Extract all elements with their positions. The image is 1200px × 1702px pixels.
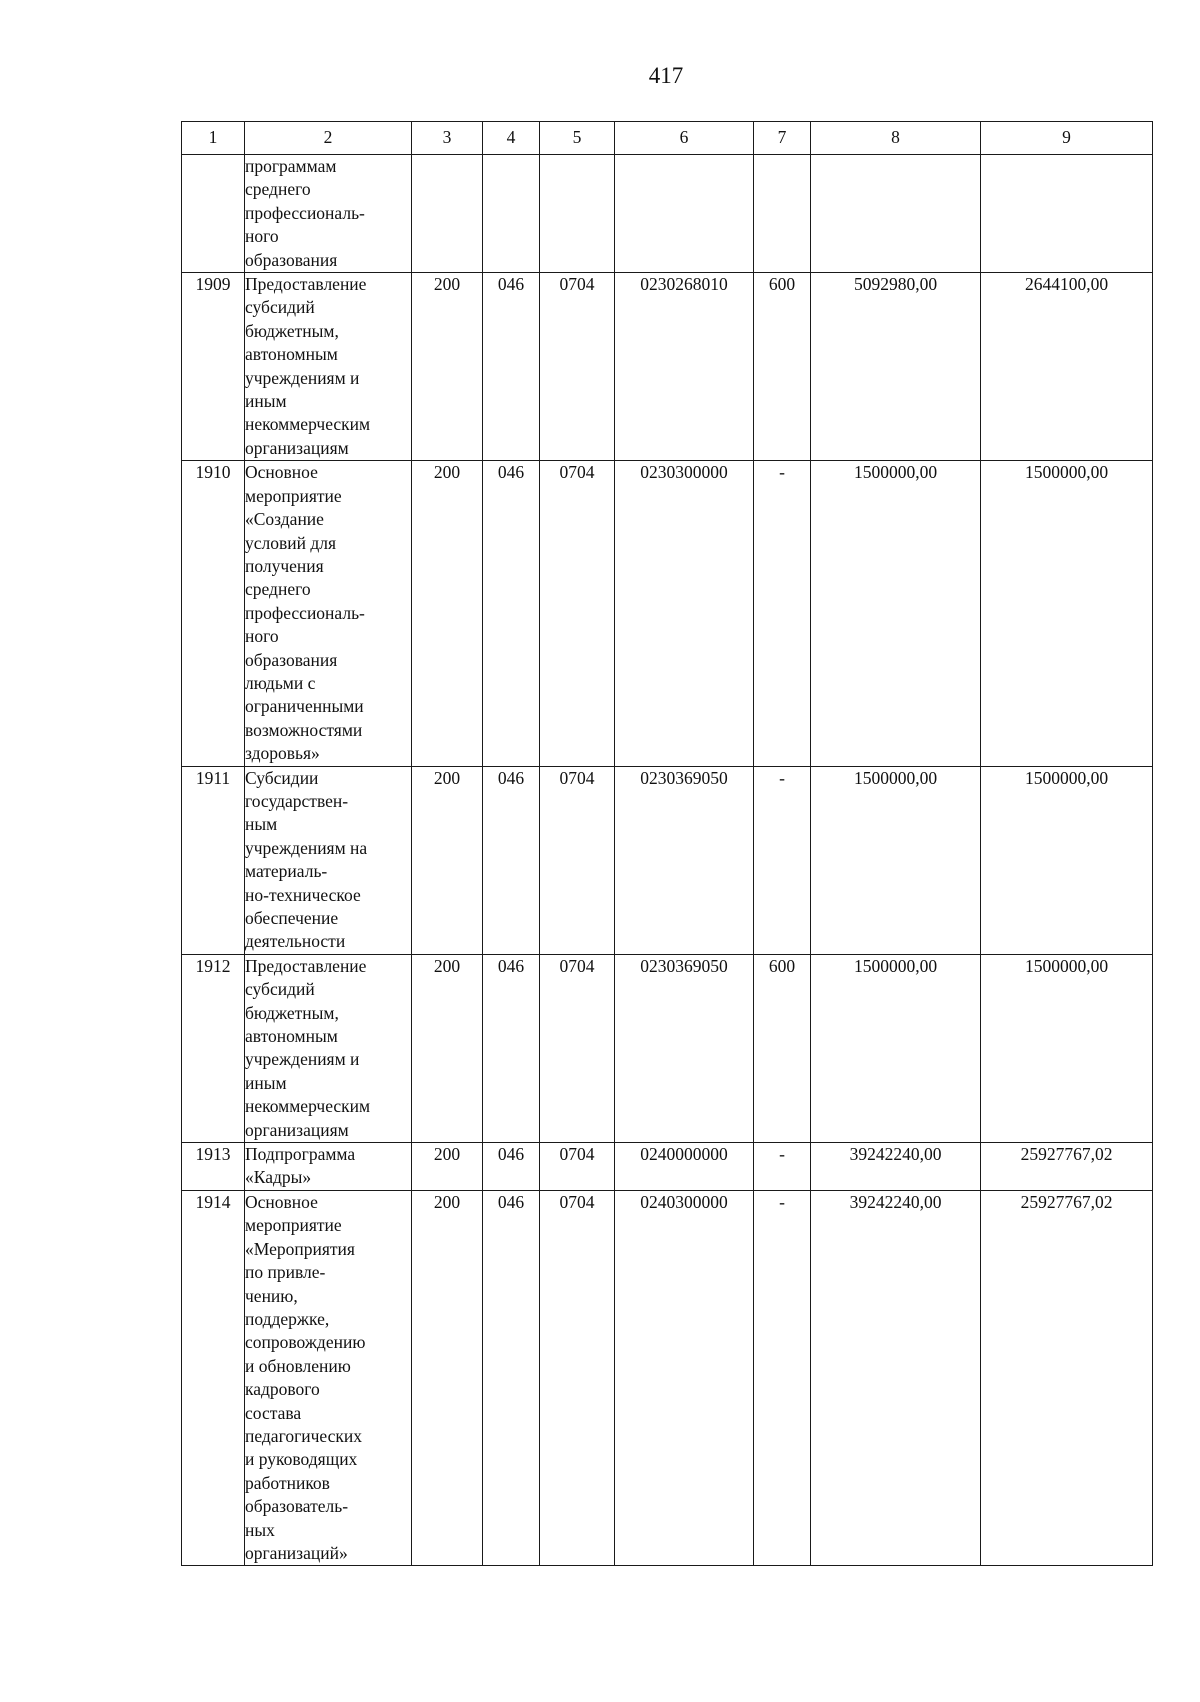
- cell-col9: 1500000,00: [981, 954, 1153, 1142]
- cell-col4: [483, 155, 540, 273]
- row-name: Подпрограмма «Кадры»: [245, 1143, 412, 1191]
- budget-table: [181, 121, 1153, 1566]
- cell-col8: 39242240,00: [811, 1143, 981, 1191]
- cell-col6: [615, 155, 754, 273]
- table-row: [182, 954, 1153, 1142]
- cell-col6: 0230300000: [615, 461, 754, 766]
- cell-col5: 0704: [540, 273, 615, 461]
- column-header: 2: [245, 122, 412, 155]
- row-name: Основное мероприятие «Мероприятия по привле- чению, поддержке, сопровождению и обновлению кадрового состава педагогических и руководящих работников образователь- ных организаций»: [245, 1190, 412, 1566]
- table-row: [182, 461, 1153, 766]
- cell-col8: [811, 155, 981, 273]
- cell-col5: 0704: [540, 766, 615, 954]
- table-row: [182, 1190, 1153, 1566]
- cell-col3: [412, 155, 483, 273]
- row-number: 1912: [182, 954, 245, 1142]
- cell-col7: 600: [754, 273, 811, 461]
- cell-col6: 0240300000: [615, 1190, 754, 1566]
- row-number: 1911: [182, 766, 245, 954]
- cell-col4: 046: [483, 766, 540, 954]
- cell-col9: 1500000,00: [981, 461, 1153, 766]
- cell-col8: 1500000,00: [811, 766, 981, 954]
- cell-col7: -: [754, 461, 811, 766]
- cell-col7: [754, 155, 811, 273]
- cell-col9: [981, 155, 1153, 273]
- cell-col3: 200: [412, 954, 483, 1142]
- cell-col7: -: [754, 766, 811, 954]
- row-name: программам среднего профессиональ- ного образования: [245, 155, 412, 273]
- row-name: Основное мероприятие «Создание условий для получения среднего профессиональ- ного образования людьми с ограниченными возможностями здоровья»: [245, 461, 412, 766]
- row-number: 1910: [182, 461, 245, 766]
- cell-col8: 5092980,00: [811, 273, 981, 461]
- column-header: 9: [981, 122, 1153, 155]
- cell-col8: 1500000,00: [811, 954, 981, 1142]
- cell-col5: 0704: [540, 1143, 615, 1191]
- row-name: Субсидии государствен- ным учреждениям на материаль- но-техническое обеспечение деятельности: [245, 766, 412, 954]
- cell-col5: 0704: [540, 461, 615, 766]
- cell-col6: 0240000000: [615, 1143, 754, 1191]
- column-header: 4: [483, 122, 540, 155]
- column-header: 6: [615, 122, 754, 155]
- column-header: 8: [811, 122, 981, 155]
- table-row: [182, 1143, 1153, 1191]
- cell-col9: 25927767,02: [981, 1190, 1153, 1566]
- table-row: [182, 155, 1153, 273]
- cell-col3: 200: [412, 461, 483, 766]
- cell-col5: 0704: [540, 1190, 615, 1566]
- column-header: 7: [754, 122, 811, 155]
- cell-col4: 046: [483, 1190, 540, 1566]
- cell-col5: [540, 155, 615, 273]
- cell-col3: 200: [412, 1143, 483, 1191]
- cell-col9: 25927767,02: [981, 1143, 1153, 1191]
- cell-col4: 046: [483, 273, 540, 461]
- row-number: [182, 155, 245, 273]
- row-number: 1909: [182, 273, 245, 461]
- table-row: [182, 766, 1153, 954]
- table-row: [182, 273, 1153, 461]
- cell-col9: 1500000,00: [981, 766, 1153, 954]
- cell-col3: 200: [412, 766, 483, 954]
- header-row: [182, 122, 1153, 155]
- cell-col4: 046: [483, 1143, 540, 1191]
- cell-col3: 200: [412, 1190, 483, 1566]
- cell-col9: 2644100,00: [981, 273, 1153, 461]
- column-header: 3: [412, 122, 483, 155]
- cell-col5: 0704: [540, 954, 615, 1142]
- cell-col4: 046: [483, 461, 540, 766]
- cell-col8: 1500000,00: [811, 461, 981, 766]
- row-number: 1913: [182, 1143, 245, 1191]
- cell-col7: -: [754, 1190, 811, 1566]
- cell-col7: 600: [754, 954, 811, 1142]
- column-header: 1: [182, 122, 245, 155]
- row-number: 1914: [182, 1190, 245, 1566]
- cell-col6: 0230268010: [615, 273, 754, 461]
- page-number: 417: [648, 63, 684, 88]
- cell-col3: 200: [412, 273, 483, 461]
- cell-col8: 39242240,00: [811, 1190, 981, 1566]
- cell-col6: 0230369050: [615, 766, 754, 954]
- cell-col6: 0230369050: [615, 954, 754, 1142]
- cell-col7: -: [754, 1143, 811, 1191]
- cell-col4: 046: [483, 954, 540, 1142]
- row-name: Предоставление субсидий бюджетным, автономным учреждениям и иным некоммерческим организациям: [245, 273, 412, 461]
- column-header: 5: [540, 122, 615, 155]
- row-name: Предоставление субсидий бюджетным, автономным учреждениям и иным некоммерческим организациям: [245, 954, 412, 1142]
